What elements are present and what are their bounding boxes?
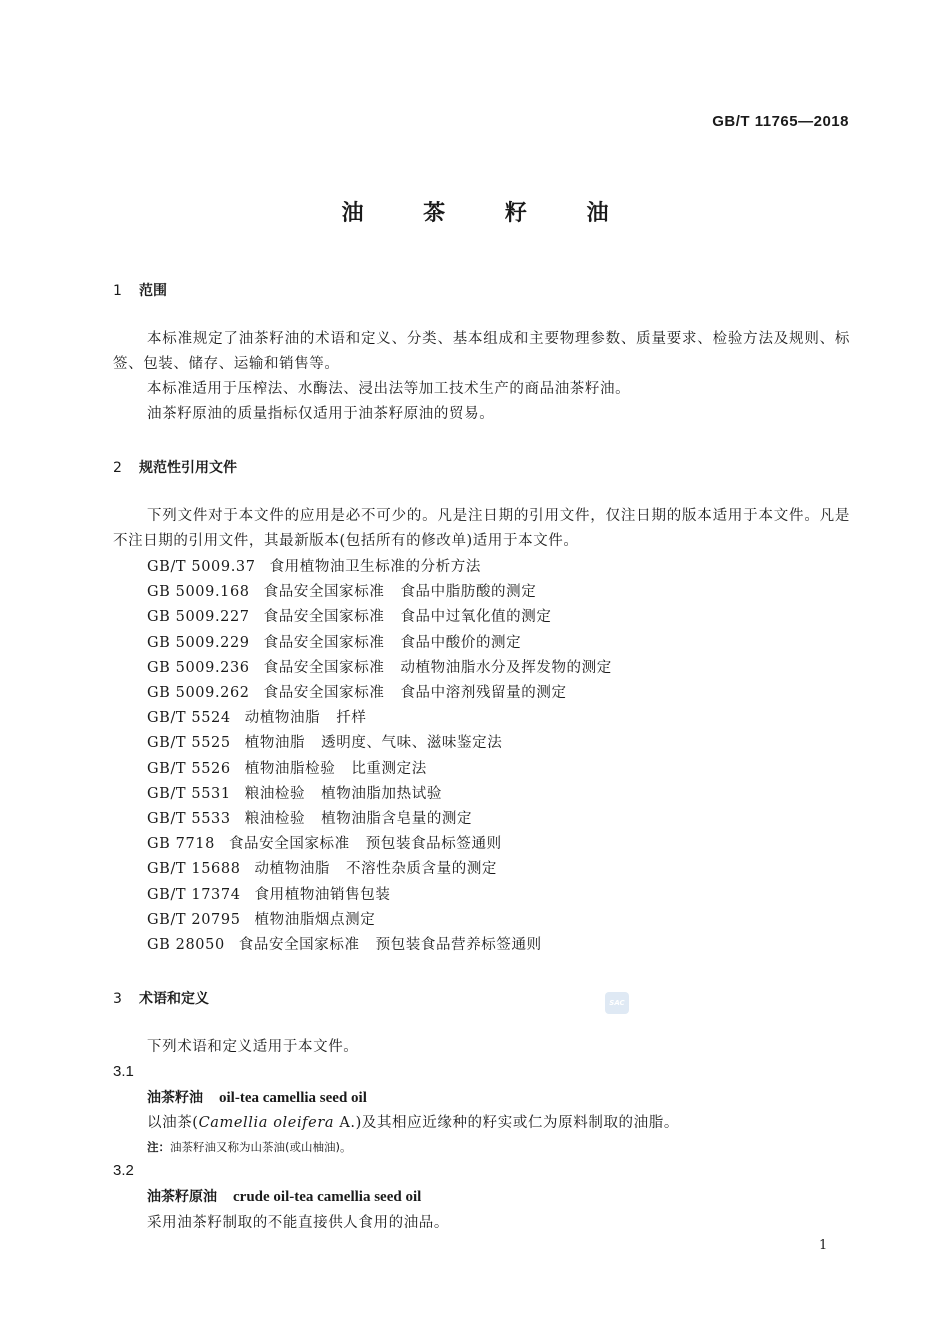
section-number: 3 bbox=[113, 991, 122, 1007]
reference-code: GB 28050 bbox=[147, 937, 225, 953]
reference-item bbox=[147, 883, 390, 904]
reference-item bbox=[147, 782, 442, 803]
section-2-heading bbox=[113, 457, 237, 477]
standard-code: GB/T 11765—2018 bbox=[712, 113, 849, 130]
paragraph: 下列术语和定义适用于本文件。 bbox=[147, 1039, 359, 1055]
paragraph: 下列文件对于本文件的应用是必不可少的。凡是注日期的引用文件，仅注日期的版本适用于本文件。凡是不注日期的引用文件，其最新版本(包括所有的修改单)适用于本文件。 bbox=[113, 508, 850, 549]
reference-code: GB/T 17374 bbox=[147, 886, 241, 903]
section-title: 范围 bbox=[139, 283, 167, 299]
reference-item bbox=[147, 933, 542, 954]
reference-subtitle: 植物油脂加热试验 bbox=[321, 785, 442, 802]
reference-code: GB 7718 bbox=[147, 836, 215, 853]
definition-text: 以油茶( bbox=[147, 1115, 199, 1131]
reference-code: GB 5009.227 bbox=[147, 609, 250, 626]
reference-title: 食品安全国家标准 bbox=[263, 584, 385, 601]
reference-item bbox=[147, 631, 521, 652]
paragraph: 油茶籽原油的质量指标仅适用于油茶籽原油的贸易。 bbox=[147, 406, 495, 422]
reference-code: GB/T 5524 bbox=[147, 710, 231, 727]
reference-subtitle: 预包装食品标签通则 bbox=[365, 836, 502, 853]
reference-item bbox=[147, 757, 427, 778]
reference-title: 食品安全国家标准 bbox=[263, 609, 385, 626]
term-definition: 采用油茶籽制取的不能直接供人食用的油品。 bbox=[147, 1215, 449, 1231]
reference-subtitle: 预包装食品营养标签通则 bbox=[375, 937, 542, 953]
definition-text: A.)及其相应近缘种的籽实或仁为原料制取的油脂。 bbox=[334, 1115, 679, 1131]
reference-title: 植物油脂 bbox=[244, 735, 306, 752]
reference-code: GB/T 5533 bbox=[147, 811, 231, 827]
reference-code: GB 5009.262 bbox=[147, 685, 250, 701]
term-chinese: 油茶籽油 bbox=[147, 1090, 203, 1106]
reference-item bbox=[147, 908, 375, 929]
reference-subtitle: 透明度、气味、滋味鉴定法 bbox=[321, 735, 503, 752]
reference-code: GB/T 15688 bbox=[147, 861, 241, 878]
reference-code: GB 5009.236 bbox=[147, 659, 250, 676]
term-definition bbox=[147, 1111, 679, 1132]
reference-subtitle: 食品中过氧化值的测定 bbox=[400, 609, 552, 626]
reference-title: 动植物油脂 bbox=[244, 710, 321, 727]
reference-title: 食品安全国家标准 bbox=[238, 937, 360, 953]
term-english: crude oil-tea camellia seed oil bbox=[233, 1189, 422, 1205]
reference-code: GB/T 20795 bbox=[147, 911, 241, 928]
reference-item bbox=[147, 605, 551, 626]
reference-code: GB 5009.229 bbox=[147, 634, 250, 651]
reference-item bbox=[147, 807, 472, 828]
reference-title: 食品安全国家标准 bbox=[263, 634, 385, 651]
reference-title: 粮油检验 bbox=[244, 785, 306, 802]
reference-item bbox=[147, 681, 567, 702]
reference-item bbox=[147, 857, 497, 878]
reference-title: 植物油脂烟点测定 bbox=[254, 911, 376, 928]
reference-title: 植物油脂检验 bbox=[244, 760, 336, 777]
reference-subtitle: 动植物油脂水分及挥发物的测定 bbox=[400, 659, 612, 676]
reference-code: GB/T 5525 bbox=[147, 735, 231, 752]
reference-item bbox=[147, 555, 481, 576]
section-number: 1 bbox=[113, 283, 122, 299]
section-1-heading bbox=[113, 280, 167, 300]
reference-title: 食品安全国家标准 bbox=[263, 685, 385, 701]
section-title: 术语和定义 bbox=[139, 991, 209, 1007]
reference-item bbox=[147, 832, 502, 853]
page-number: 1 bbox=[819, 1238, 828, 1253]
reference-subtitle: 不溶性杂质含量的测定 bbox=[346, 861, 498, 878]
note-label: 注： bbox=[147, 1140, 170, 1154]
sac-watermark-logo: SAC bbox=[605, 992, 629, 1014]
reference-code: GB 5009.168 bbox=[147, 584, 250, 601]
paragraph: 本标准规定了油茶籽油的术语和定义、分类、基本组成和主要物理参数、质量要求、检验方法及规则、标签、包装、储存、运输和销售等。 bbox=[113, 331, 850, 372]
reference-title: 食品安全国家标准 bbox=[228, 836, 350, 853]
clause-number: 3.2 bbox=[113, 1162, 134, 1179]
term-entry bbox=[147, 1186, 421, 1206]
reference-code: GB/T 5009.37 bbox=[147, 559, 256, 575]
note-text: 油茶籽油又称为山茶油(或山柚油)。 bbox=[170, 1140, 352, 1154]
reference-subtitle: 食品中溶剂残留量的测定 bbox=[400, 685, 567, 701]
clause-number: 3.1 bbox=[113, 1063, 134, 1080]
reference-item bbox=[147, 580, 536, 601]
document-title: 油 茶 籽 油 bbox=[341, 201, 635, 226]
reference-title: 粮油检验 bbox=[244, 811, 306, 827]
term-entry bbox=[147, 1087, 367, 1107]
reference-item bbox=[147, 656, 612, 677]
reference-subtitle: 扦样 bbox=[336, 710, 367, 727]
reference-subtitle: 食品中脂肪酸的测定 bbox=[400, 584, 537, 601]
reference-title: 食品安全国家标准 bbox=[263, 659, 385, 676]
term-english: oil-tea camellia seed oil bbox=[219, 1090, 367, 1106]
section-title: 规范性引用文件 bbox=[139, 460, 237, 476]
section-number: 2 bbox=[113, 460, 122, 476]
reference-title: 食用植物油销售包装 bbox=[254, 886, 391, 903]
section-3-heading bbox=[113, 988, 209, 1008]
reference-item bbox=[147, 706, 366, 727]
reference-subtitle: 植物油脂含皂量的测定 bbox=[321, 811, 473, 827]
reference-subtitle: 比重测定法 bbox=[351, 760, 427, 777]
reference-code: GB/T 5526 bbox=[147, 760, 231, 777]
reference-title: 动植物油脂 bbox=[254, 861, 331, 878]
reference-subtitle: 食品中酸价的测定 bbox=[400, 634, 522, 651]
reference-code: GB/T 5531 bbox=[147, 785, 231, 802]
term-note bbox=[147, 1139, 351, 1155]
reference-title: 食用植物油卫生标准的分析方法 bbox=[269, 559, 481, 575]
reference-item bbox=[147, 731, 502, 752]
species-name: Camellia oleifera bbox=[198, 1115, 335, 1131]
term-chinese: 油茶籽原油 bbox=[147, 1189, 217, 1205]
paragraph: 本标准适用于压榨法、水酶法、浸出法等加工技术生产的商品油茶籽油。 bbox=[147, 381, 631, 397]
